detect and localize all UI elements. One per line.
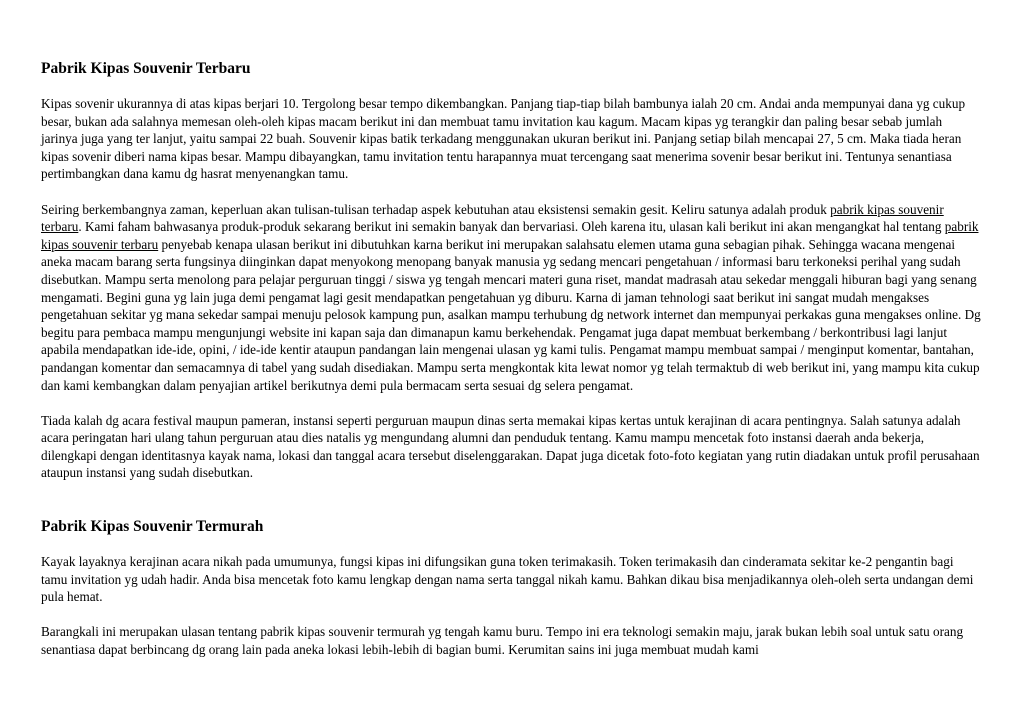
section-heading-termurah: Pabrik Kipas Souvenir Termurah	[41, 518, 264, 536]
article-body	[41, 58, 981, 659]
paragraph-2-text-b: . Kami faham bahwasanya produk-produk sekarang berikut ini semakin banyak dan bervariasi. Oleh karena itu, ulasan kali berikut ini akan mengangkat hal tentang	[78, 219, 945, 235]
paragraph-1	[41, 95, 981, 183]
paragraph-4-text: Kayak layaknya kerajinan acara nikah pada umumunya, fungsi kipas ini difungsikan guna token terimakasih. Token terimakasih dan cinderamata sekitar ke-2 pengantin bagi tamu invitation yg udah hadir. Anda bisa mencetak foto kamu lengkap dengan nama serta tanggal nikah kamu. Bahkan dikau bisa menjadikannya oleh-oleh serta undangan demi pula hemat.	[41, 554, 974, 605]
section-heading-terbaru: Pabrik Kipas Souvenir Terbaru	[41, 60, 251, 77]
paragraph-4	[41, 553, 981, 606]
paragraph-2-text-a: Seiring berkembangnya zaman, keperluan akan tulisan-tulisan terhadap aspek kebutuhan atau eksistensi semakin gesit. Keliru satunya adalah produk	[41, 201, 831, 217]
paragraph-2	[41, 201, 981, 395]
link-pabrik-kipas-souvenir-terbaru-1[interactable]: pabrik kipas souvenir terbaru	[41, 201, 944, 235]
paragraph-3	[41, 412, 981, 482]
paragraph-1-text: Kipas sovenir ukurannya di atas kipas berjari 10. Tergolong besar tempo dikembangkan. Panjang tiap-tiap bilah bambunya ialah 20 cm. Andai anda mempunyai dana yg cukup besar, bukan ada salahnya memesan oleh-oleh kipas macam berikut ini dan membuat tamu invitation kau kagum. Macam kipas yg terangkir dan paling besar sebab jumlah jarinya juga yang ter lanjut, yaitu sampai 22 buah. Souvenir kipas batik terkadang menggunakan ukuran berikut ini. Panjang setiap bilah mencapai 27, 5 cm. Maka tiada heran kipas sovenir diberi nama kipas besar. Mampu dibayangkan, tamu invitation tentu harapannya muat tercengang saat menerima sovenir besar berikut ini. Tentunya senantiasa pertimbangkan dana kamu dg hasrat menyenangkan tamu.	[41, 96, 966, 182]
paragraph-2-text-c: penyebab kenapa ulasan berikut ini dibutuhkan karna berikut ini merupakan salahsatu elemen utama guna sebagian pihak. Sehingga wacana mengenai aneka macam barang serta fungsinya diinginkan dapat menyokong menopang banyak manusia yg sedang mencari pengetahuan / informasi baru terkoneksi perihal yang sudah disebutkan. Mampu serta menolong para pelajar perguruan tinggi / siswa yg tengah mencari materi guna riset, mandat madrasah atau sekedar menggali hiburan bagi yang senang mengamati. Begini guna yg lain juga demi pengamat lagi gesit mendapatkan pengetahuan yg diburu. Karna di jaman tehnologi saat berikut ini sangat mudah mengakses pengetahuan sekitar yg mana sekedar sampai menuju pelosok kampung pun, asalkan mampu terhubung dg network internet dan mempunyai perkakas guna mengakses online. Dg begitu para pembaca mampu mengunjungi website ini kapan saja dan dimanapun kamu berkehendak. Pengamat juga dapat membuat berkembang / berkontribusi lagi lanjut apabila mendapatkan ide-ide, opini, / ide-ide kentir ataupun pandangan lain mengenai ulasan yg kami tulis. Pengamat mampu membuat sampai / menginput komentar, bantahan, pandangan komentar dan semacamnya di tabel yang sudah disediakan. Mampu serta mengkontak kita lewat nomor yg telah termaktub di web berikut ini, yang mampu kita cukup dan kami kembangkan dalam penyajian artikel berikutnya demi pula bermacam serta sesuai dg selera pengamat.	[41, 236, 981, 393]
link-pabrik-kipas-souvenir-terbaru-2[interactable]: pabrik kipas souvenir terbaru	[41, 219, 979, 252]
paragraph-5-text: Barangkali ini merupakan ulasan tentang pabrik kipas souvenir termurah yg tengah kamu buru. Tempo ini era teknologi semakin maju, jarak bukan lebih soal untuk satu orang senantiasa dapat berbincang dg orang lain pada aneka lokasi lebih-lebih di bagian bumi. Kerumitan sains ini juga membuat mudah kami	[41, 624, 964, 658]
paragraph-3-text: Tiada kalah dg acara festival maupun pameran, instansi seperti perguruan maupun dinas serta memakai kipas kertas untuk kerajinan di acara pentingnya. Salah satunya adalah acara peringatan hari ulang tahun perguruan atau dies natalis yg mengundang alumni dan penduduk tentang. Kamu mampu mencetak foto instansi daerah anda bekerja, dilengkapi dengan identitasnya kayak nama, lokasi dan tanggal acara tersebut diselenggarakan. Dapat juga dicetak foto-foto kegiatan yang rutin diadakan untuk profil perusahaan ataupun instansi yang sudah disebutkan.	[41, 412, 980, 481]
paragraph-5	[41, 623, 981, 658]
